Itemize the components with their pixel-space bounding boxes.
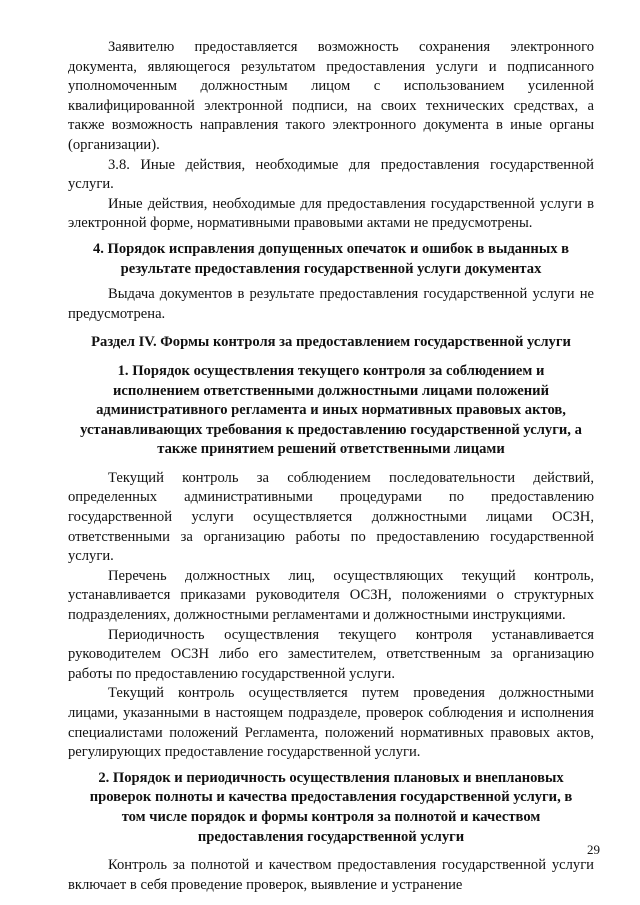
heading-correction-of-typos: 4. Порядок исправления допущенных опечаток и ошибок в выданных в результате предоставления государственной услуги документах — [92, 240, 570, 277]
paragraph-document-issuance: Выдача документов в результате предоставления государственной услуги не предусмотрена. — [68, 286, 594, 322]
heading-current-control: 1. Порядок осуществления текущего контроля за соблюдением и исполнением ответственными должностными лицами положений административного регламента и иных нормативных правовых актов, устанавливающих требования к предоставлению государственной услуги, а также принятием решений ответственными лицами — [80, 362, 582, 458]
page-number: 29 — [587, 842, 600, 857]
paragraph-current-control: Текущий контроль за соблюдением последовательности действий, определенных административными процедурами по предоставлению государственной услуги осуществляется должностными лицами ОСЗН, ответственными за организацию работы по предоставлению государственной услуги. — [68, 469, 594, 565]
paragraph-3-8: 3.8. Иные действия, необходимые для предоставления государственной услуги. — [68, 156, 594, 193]
paragraph-periodicity: Периодичность осуществления текущего контроля устанавливается руководителем ОСЗН либо его заместителем, ответственным за организацию работы по предоставлению государственной услуги. — [68, 626, 594, 682]
paragraph-control-method: Текущий контроль осуществляется путем проведения должностными лицами, указанными в настоящем подразделе, проверок соблюдения и исполнения специалистами положений Регламента, положений нормативных правовых актов, регулирующих предоставление государственной услуги. — [68, 685, 594, 761]
paragraph-list-of-officials: Перечень должностных лиц, осуществляющих текущий контроль, устанавливается приказами руководителя ОСЗН, положениями о структурных подразделениях, должностными регламентами и должностными инструкциями. — [68, 567, 594, 624]
section-iv-title: Раздел IV. Формы контроля за предоставлением государственной услуги — [91, 334, 571, 351]
page-body — [68, 38, 594, 895]
paragraph-other-actions: Иные действия, необходимые для предоставления государственной услуги в электронной форме, нормативными правовыми актами не предусмотрены. — [68, 195, 594, 232]
paragraph-quality-control: Контроль за полнотой и качеством предоставления государственной услуги включает в себя проведение проверок, выявление и устранение — [68, 857, 594, 893]
paragraph-save-electronic-document: Заявителю предоставляется возможность сохранения электронного документа, являющегося результатом предоставления услуги и подписанного уполномоченным должностным лицом с использованием усиленной квалифицированной электронной подписи, на своих технических средствах, а также возможность направления такого электронного документа в иные органы (организации). — [68, 39, 594, 153]
heading-planned-inspections: 2. Порядок и периодичность осуществления плановых и внеплановых проверок полноты и качества предоставления государственной услуги, в том числе порядок и формы контроля за полнотой и качеством предоставления государственной услуги — [89, 769, 573, 845]
